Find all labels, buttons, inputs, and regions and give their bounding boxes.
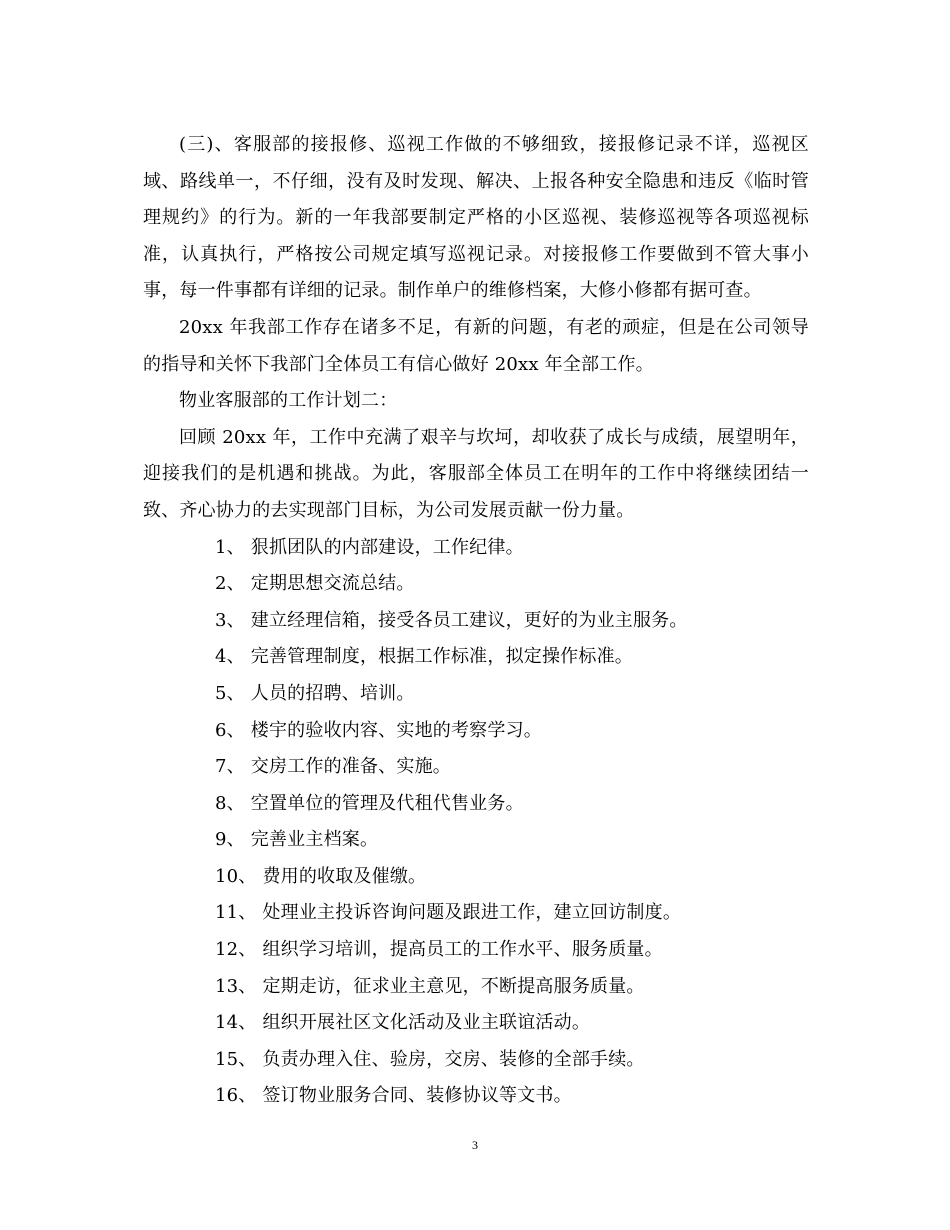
list-item-number: 12、: [215, 939, 257, 961]
list-item-number: 16、: [215, 1085, 257, 1107]
list-item: [143, 1005, 809, 1042]
list-item: [143, 676, 809, 713]
list-item-text: 完善业主档案。: [250, 829, 379, 851]
list-item: [143, 822, 809, 859]
list-item: [143, 566, 809, 603]
list-item-text: 空置单位的管理及代租代售业务。: [250, 792, 524, 814]
list-item-text: 楼宇的验收内容、实地的考察学习。: [250, 719, 542, 741]
document-body: [143, 127, 809, 1115]
list-item: [143, 639, 809, 676]
list-item-number: 3、: [215, 609, 245, 631]
list-item-number: 7、: [215, 756, 245, 778]
paragraph-review: 回顾 20xx 年，工作中充满了艰辛与坎坷，却收获了成长与成绩，展望明年，迎接我们的是机遇和挑战。为此，客服部全体员工在明年的工作中将继续团结一致、齐心协力的去实现部门目标，为公司发展贡献一份力量。: [143, 426, 809, 521]
list-item-text: 交房工作的准备、实施。: [250, 756, 451, 778]
list-item-number: 2、: [215, 573, 245, 595]
list-item-text: 签订物业服务合同、装修协议等文书。: [262, 1085, 572, 1107]
list-item: [143, 603, 809, 640]
paragraph-shortcomings: 20xx 年我部工作存在诸多不足，有新的问题，有老的顽症，但是在公司领导的指导和关怀下我部门全体员工有信心做好 20xx 年全部工作。: [143, 316, 809, 375]
list-item-text: 建立经理信箱，接受各员工建议，更好的为业主服务。: [250, 609, 688, 631]
list-item-text: 狠抓团队的内部建设，工作纪律。: [250, 536, 524, 558]
list-item: [143, 859, 809, 896]
list-item-number: 8、: [215, 792, 245, 814]
list-item: [143, 969, 809, 1006]
list-item-number: 9、: [215, 829, 245, 851]
list-item-text: 完善管理制度，根据工作标准，拟定操作标准。: [250, 646, 633, 668]
list-item-text: 组织学习培训，提高员工的工作水平、服务质量。: [262, 939, 663, 961]
list-item-text: 人员的招聘、培训。: [250, 682, 415, 704]
list-item-text: 负责办理入住、验房，交房、装修的全部手续。: [262, 1048, 645, 1070]
list-item-number: 1、: [215, 536, 245, 558]
list-item-number: 14、: [215, 1012, 257, 1034]
list-item-number: 4、: [215, 646, 245, 668]
plan-list: [143, 530, 809, 1116]
list-item-text: 定期走访，征求业主意见，不断提高服务质量。: [262, 975, 645, 997]
list-item: [143, 895, 809, 932]
list-item-number: 13、: [215, 975, 257, 997]
list-item-number: 11、: [215, 902, 257, 924]
list-item: [143, 713, 809, 750]
list-item: [143, 530, 809, 567]
paragraph-inspection-issues: (三)、客服部的接报修、巡视工作做的不够细致，接报修记录不详，巡视区域、路线单一，不仔细，没有及时发现、解决、上报各种安全隐患和违反《临时管理规约》的行为。新的一年我部要制定严格的小区巡视、装修巡视等各项巡视标准，认真执行，严格按公司规定填写巡视记录。对接报修工作要做到不管大事小事，每一件事都有详细的记录。制作单户的维修档案，大修小修都有据可查。: [143, 134, 809, 302]
page-number: 3: [472, 1138, 478, 1152]
list-item: [143, 1042, 809, 1079]
list-item: [143, 932, 809, 969]
list-item-text: 定期思想交流总结。: [250, 573, 415, 595]
list-item-number: 10、: [215, 865, 257, 887]
list-item-text: 组织开展社区文化活动及业主联谊活动。: [262, 1012, 591, 1034]
list-item-text: 费用的收取及催缴。: [262, 865, 427, 887]
list-item-number: 15、: [215, 1048, 257, 1070]
list-item-text: 处理业主投诉咨询问题及跟进工作，建立回访制度。: [262, 902, 682, 924]
list-item: [143, 786, 809, 823]
list-item-number: 5、: [215, 682, 245, 704]
list-item-number: 6、: [215, 719, 245, 741]
list-item: [143, 1078, 809, 1115]
list-item: [143, 749, 809, 786]
section-heading-plan-two: 物业客服部的工作计划二：: [179, 390, 398, 412]
